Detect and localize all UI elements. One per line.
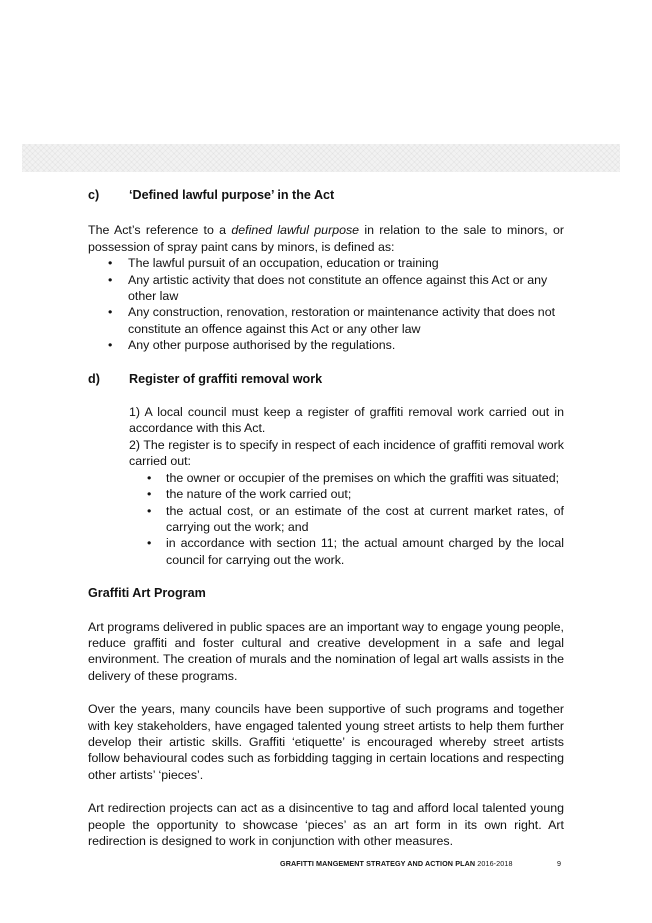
- section-d-letter: d): [88, 371, 100, 386]
- section-d-body: [129, 404, 564, 568]
- intro-text-italic: defined lawful purpose: [231, 223, 360, 238]
- page-footer: [280, 859, 580, 868]
- program-paragraph-2: Over the years, many councils have been supportive of such programs and together with key stakeholders, have engaged talented young street artists to help them further develop their artistic skills. Graffiti ‘etiquette’ is encouraged whereby street artists follow behavioural codes such as forbidding tagging in certain locations and respecting other artists’ ‘pieces’.: [88, 702, 564, 782]
- list-item: • Any other purpose authorised by the regulations.: [88, 337, 564, 353]
- program-paragraph-1: Art programs delivered in public spaces are an important way to engage young people, reduce graffiti and foster cultural and creative development in a safe and legal environment. The creation of murals and the nomination of legal art walls assists in the delivery of these programs.: [88, 619, 564, 683]
- footer-years: 2016-2018: [477, 859, 513, 868]
- program-paragraph-3: Art redirection projects can act as a disincentive to tag and afford local talented young people the opportunity to showcase ‘pieces’ as an art form in its own right. Art redirection is designed to work in conjunction with other measures.: [88, 801, 564, 848]
- section-d-item-2: 2) The register is to specify in respect of each incidence of graffiti removal work carried out:: [129, 437, 564, 469]
- program-heading: Graffiti Art Program: [88, 586, 206, 601]
- section-d-title: Register of graffiti removal work: [129, 371, 323, 386]
- section-c-bullet-list: [88, 255, 564, 353]
- list-item: • the nature of the work carried out;: [129, 486, 564, 502]
- list-item: • in accordance with section 11; the actual amount charged by the local council for carrying out the work.: [129, 535, 564, 568]
- section-d-heading: [88, 371, 564, 387]
- footer-title: GRAFITTI MANGEMENT STRATEGY AND ACTION PLAN: [280, 859, 476, 868]
- section-c-intro: [88, 222, 564, 255]
- section-c-heading: [88, 187, 564, 203]
- section-d-item-1: 1) A local council must keep a register of graffiti removal work carried out in accordance with this Act.: [129, 405, 564, 436]
- intro-text-start: The Act’s reference to a: [88, 223, 232, 238]
- page-content: [88, 187, 564, 849]
- header-band: [22, 144, 620, 172]
- page-number: 9: [557, 859, 562, 868]
- list-item: • Any artistic activity that does not constitute an offence against this Act or any other law: [88, 272, 564, 305]
- intro-text-end: in relation to the sale to minors, or possession of spray paint cans by minors, is defined as:: [88, 223, 564, 254]
- list-item: • the actual cost, or an estimate of the cost at current market rates, of carrying out the work; and: [129, 503, 564, 536]
- section-d-bullet-list: [129, 470, 564, 568]
- list-item: • the owner or occupier of the premises on which the graffiti was situated;: [129, 470, 564, 486]
- list-item: • Any construction, renovation, restoration or maintenance activity that does not constitute an offence against this Act or any other law: [88, 304, 564, 337]
- section-c-title: ‘Defined lawful purpose’ in the Act: [129, 188, 335, 202]
- list-item: • The lawful pursuit of an occupation, education or training: [88, 255, 564, 271]
- section-c-letter: c): [88, 188, 100, 202]
